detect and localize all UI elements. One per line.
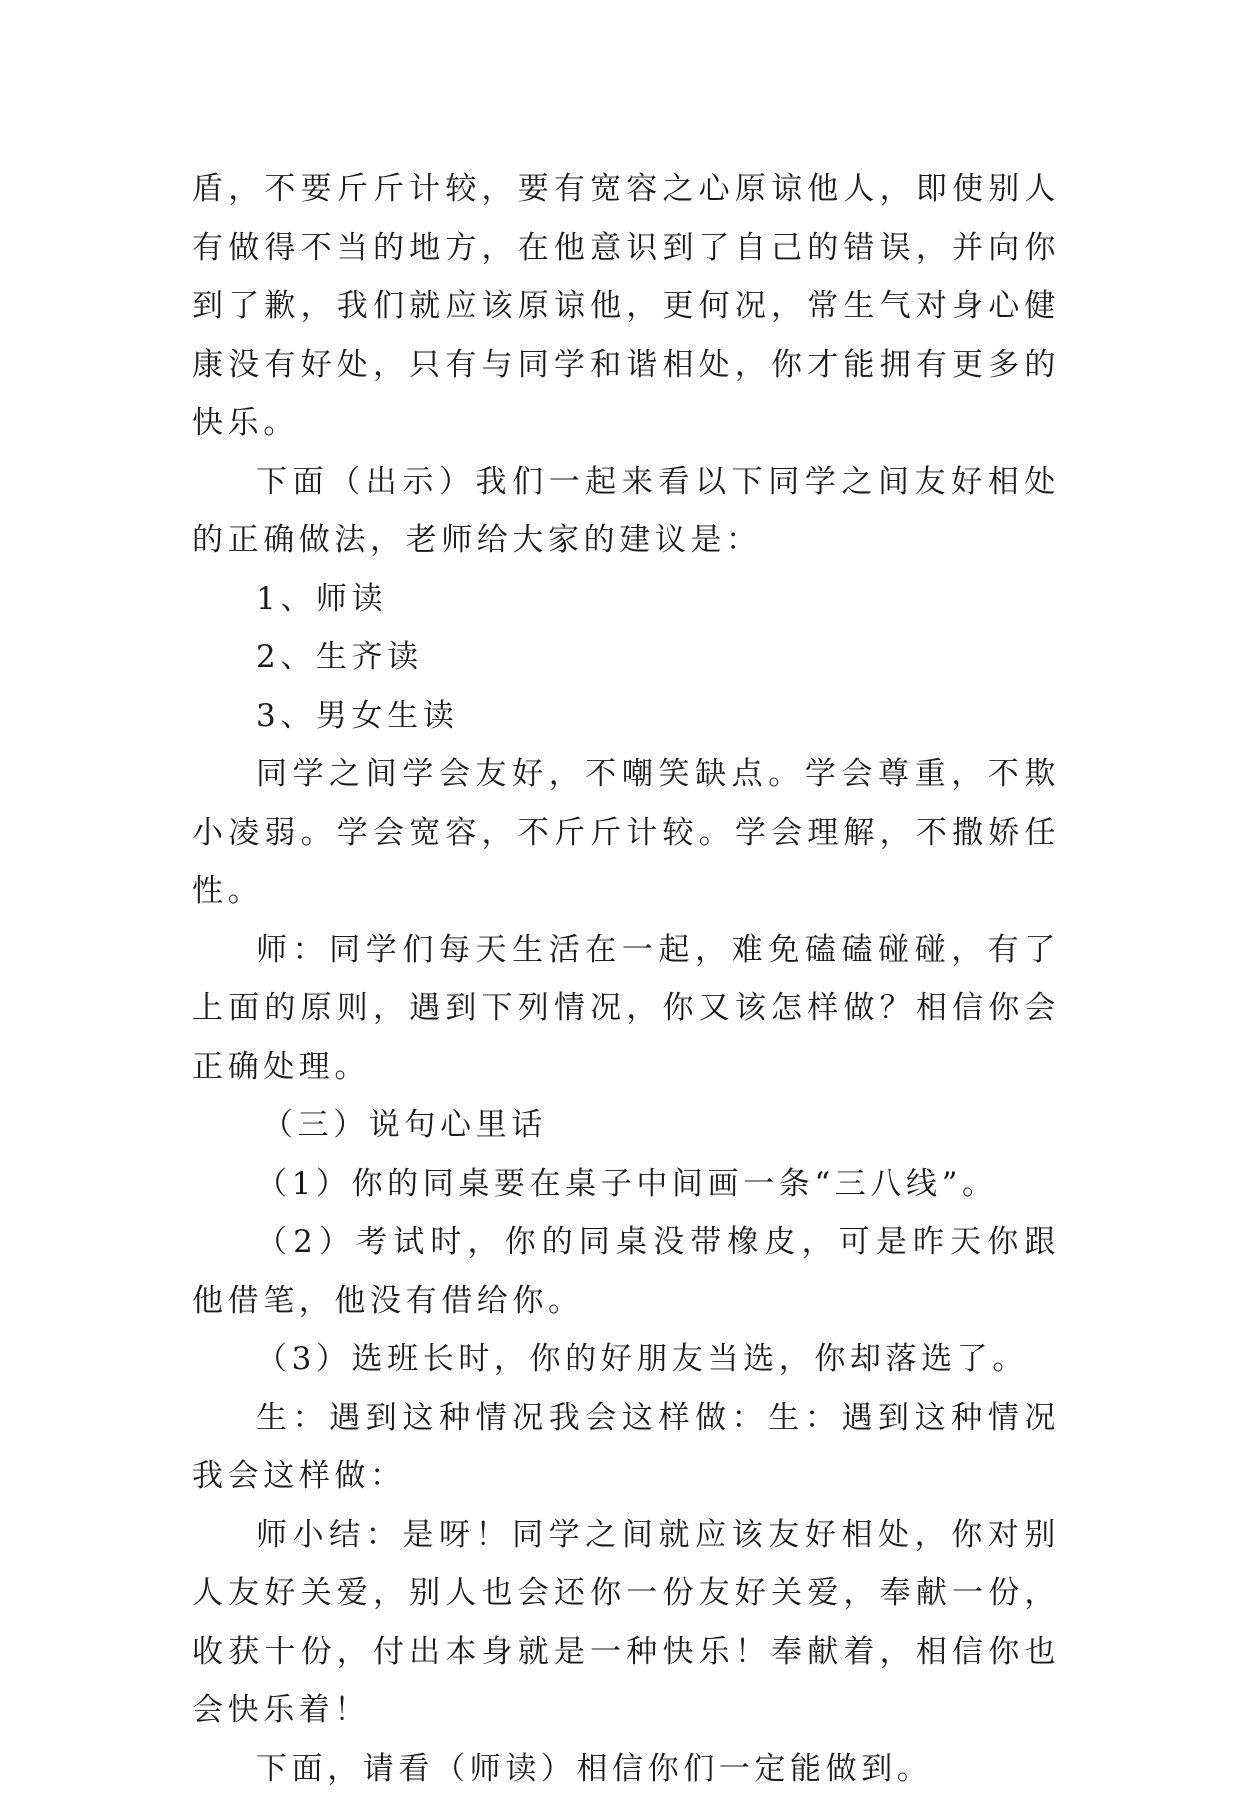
paragraph-show-methods: 下面（出示）我们一起来看以下同学之间友好相处的正确做法，老师给大家的建议是： <box>192 453 1060 570</box>
document-body <box>192 160 1060 1798</box>
list-item-teacher-read: 1、师读 <box>192 570 1060 629</box>
paragraph-closing: 下面，请看（师读）相信你们一定能做到。 <box>192 1740 1060 1798</box>
paragraph-continuation: 盾，不要斤斤计较，要有宽容之心原谅他人，即使别人有做得不当的地方，在他意识到了自己的错误，并向你到了歉，我们就应该原谅他，更何况，常生气对身心健康没有好处，只有与同学和谐相处，你才能拥有更多的快乐。 <box>192 160 1060 453</box>
paragraph-teacher-prompt: 师：同学们每天生活在一起，难免磕磕碰碰，有了上面的原则，遇到下列情况，你又该怎样做？相信你会正确处理。 <box>192 921 1060 1097</box>
scenario-item-1: （1）你的同桌要在桌子中间画一条“三八线”。 <box>192 1155 1060 1214</box>
list-item-boys-girls-read: 3、男女生读 <box>192 687 1060 746</box>
scenario-item-2: （2）考试时，你的同桌没带橡皮，可是昨天你跟他借笔，他没有借给你。 <box>192 1213 1060 1330</box>
list-item-students-read: 2、生齐读 <box>192 628 1060 687</box>
paragraph-student-response: 生：遇到这种情况我会这样做：生：遇到这种情况我会这样做： <box>192 1389 1060 1506</box>
section-heading-heart-words: （三）说句心里话 <box>192 1096 1060 1155</box>
scenario-item-3: （3）选班长时，你的好朋友当选，你却落选了。 <box>192 1330 1060 1389</box>
paragraph-principles: 同学之间学会友好，不嘲笑缺点。学会尊重，不欺小凌弱。学会宽容，不斤斤计较。学会理解，不撒娇任性。 <box>192 745 1060 921</box>
paragraph-teacher-summary: 师小结：是呀！同学之间就应该友好相处，你对别人友好关爱，别人也会还你一份友好关爱，奉献一份，收获十份，付出本身就是一种快乐！奉献着，相信你也会快乐着！ <box>192 1506 1060 1740</box>
